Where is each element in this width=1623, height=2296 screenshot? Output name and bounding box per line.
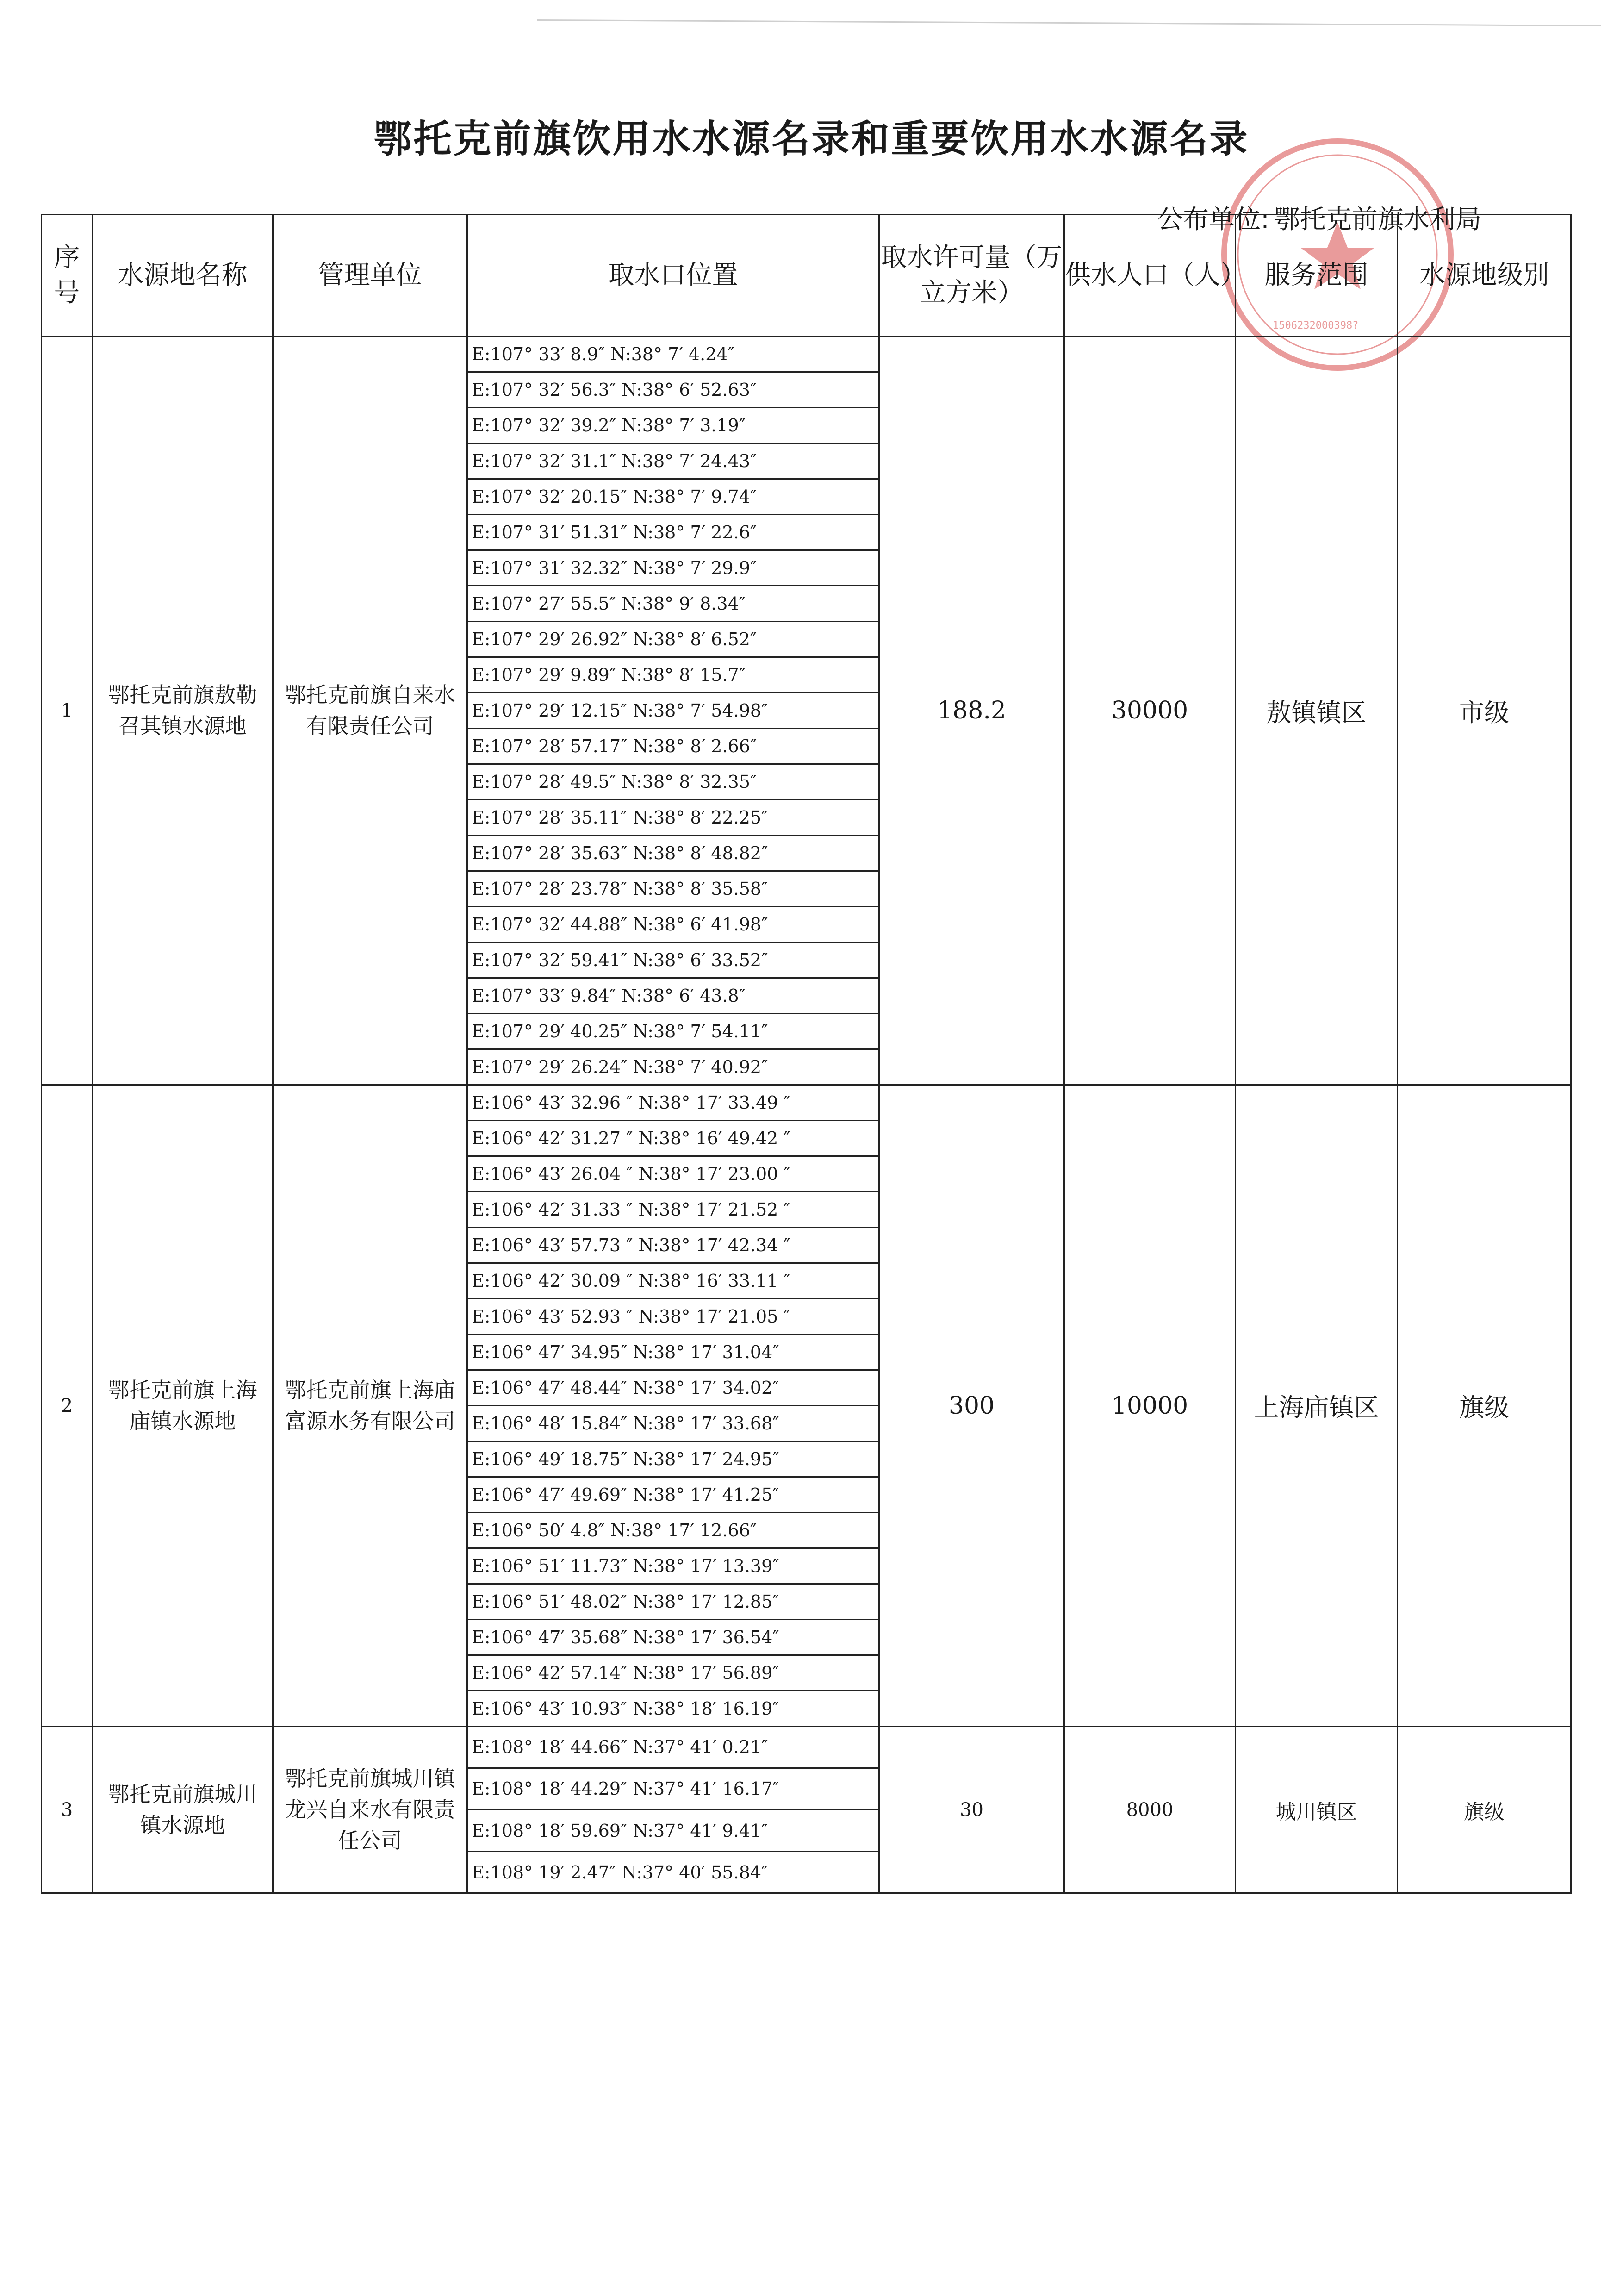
table-row [42,337,1571,1085]
header-name: 水源地名称 [93,215,273,337]
coordinate-entry: E:106° 51′ 11.73″ N:38° 17′ 13.39″ [468,1548,878,1584]
coordinate-entry: E:106° 47′ 34.95″ N:38° 17′ 31.04″ [468,1335,878,1370]
table-row [42,1727,1571,1893]
header-level: 水源地级别 [1398,215,1571,337]
intake-position-cell [467,1727,879,1893]
document-title: 鄂托克前旗饮用水水源名录和重要饮用水水源名录 [373,117,1250,161]
coordinate-entry: E:107° 32′ 44.88″ N:38° 6′ 41.98″ [468,907,878,942]
coordinate-list [468,1727,878,1892]
coordinate-entry: E:106° 42′ 31.27 ″ N:38° 16′ 49.42 ″ [468,1121,878,1156]
coordinate-entry: E:107° 32′ 31.1″ N:38° 7′ 24.43″ [468,443,878,479]
coordinate-entry: E:106° 43′ 32.96 ″ N:38° 17′ 33.49 ″ [468,1086,878,1121]
header-unit: 管理单位 [273,215,467,337]
coordinate-entry: E:108° 19′ 2.47″ N:37° 40′ 55.84″ [472,1862,768,1883]
coordinate-list [468,337,878,1084]
coordinate-entry: E:106° 50′ 4.8″ N:38° 17′ 12.66″ [468,1513,878,1548]
coordinate-entry: E:106° 48′ 15.84″ N:38° 17′ 33.68″ [468,1406,878,1441]
coordinate-entry: E:107° 32′ 20.15″ N:38° 7′ 9.74″ [468,479,878,515]
coordinate-entry: E:106° 42′ 30.09 ″ N:38° 16′ 33.11 ″ [468,1263,878,1299]
source-level: 市级 [1398,337,1571,1085]
coordinate-entry: E:107° 29′ 26.24″ N:38° 7′ 40.92″ [472,1057,768,1077]
scan-edge-line [537,19,1601,26]
coordinate-entry: E:107° 33′ 9.84″ N:38° 6′ 43.8″ [468,978,878,1014]
coordinate-entry: E:106° 42′ 57.14″ N:38° 17′ 56.89″ [468,1655,878,1691]
row-index: 2 [42,1085,93,1727]
row-index: 3 [42,1727,93,1893]
coordinate-entry: E:107° 32′ 39.2″ N:38° 7′ 3.19″ [468,408,878,443]
coordinate-entry: E:106° 47′ 48.44″ N:38° 17′ 34.02″ [468,1370,878,1406]
service-scope: 敖镇镇区 [1236,337,1398,1085]
permit-amount: 188.2 [879,337,1064,1085]
source-name: 鄂托克前旗上海庙镇水源地 [93,1085,273,1727]
coordinate-entry: E:107° 31′ 32.32″ N:38° 7′ 29.9″ [468,550,878,586]
coordinate-entry: E:106° 43′ 10.93″ N:38° 18′ 16.19″ [472,1698,779,1719]
header-population: 供水人口（人） [1064,215,1236,337]
coordinate-entry: E:107° 27′ 55.5″ N:38° 9′ 8.34″ [468,586,878,622]
table-header-row [42,215,1571,337]
coordinate-entry: E:107° 28′ 49.5″ N:38° 8′ 32.35″ [468,764,878,800]
header-scope: 服务范围 [1236,215,1398,337]
row-index: 1 [42,337,93,1085]
coordinate-entry: E:106° 43′ 57.73 ″ N:38° 17′ 42.34 ″ [468,1228,878,1263]
coordinate-entry: E:106° 42′ 31.33 ″ N:38° 17′ 21.52 ″ [468,1192,878,1228]
served-population: 30000 [1064,337,1236,1085]
coordinate-entry: E:107° 28′ 35.11″ N:38° 8′ 22.25″ [468,800,878,836]
source-level: 旗级 [1398,1727,1571,1893]
served-population: 8000 [1064,1727,1236,1893]
coordinate-entry: E:108° 18′ 44.66″ N:37° 41′ 0.21″ [468,1727,878,1768]
coordinate-entry: E:107° 33′ 8.9″ N:38° 7′ 4.24″ [468,337,878,372]
service-scope: 城川镇区 [1236,1727,1398,1893]
header-position: 取水口位置 [467,215,879,337]
header-permit: 取水许可量（万立方米） [879,215,1064,337]
permit-amount: 300 [879,1085,1064,1727]
management-unit: 鄂托克前旗城川镇龙兴自来水有限责任公司 [273,1727,467,1893]
table-row [42,1085,1571,1727]
coordinate-entry: E:107° 28′ 57.17″ N:38° 8′ 2.66″ [468,729,878,764]
svg-text:1506232000398?: 1506232000398? [1273,320,1359,331]
coordinate-entry: E:106° 43′ 26.04 ″ N:38° 17′ 23.00 ″ [468,1156,878,1192]
source-name: 鄂托克前旗敖勒召其镇水源地 [93,337,273,1085]
coordinate-entry: E:106° 47′ 49.69″ N:38° 17′ 41.25″ [468,1477,878,1513]
coordinate-entry: E:107° 29′ 40.25″ N:38° 7′ 54.11″ [468,1014,878,1049]
coordinate-entry: E:107° 29′ 12.15″ N:38° 7′ 54.98″ [468,693,878,729]
coordinate-entry: E:107° 28′ 35.63″ N:38° 8′ 48.82″ [468,836,878,871]
intake-position-cell [467,337,879,1085]
coordinate-entry: E:106° 43′ 52.93 ″ N:38° 17′ 21.05 ″ [468,1299,878,1335]
header-idx: 序号 [42,215,93,337]
coordinate-entry: E:107° 31′ 51.31″ N:38° 7′ 22.6″ [468,515,878,550]
coordinate-entry: E:108° 18′ 59.69″ N:37° 41′ 9.41″ [468,1809,878,1851]
served-population: 10000 [1064,1085,1236,1727]
coordinate-entry: E:106° 51′ 48.02″ N:38° 17′ 12.85″ [468,1584,878,1620]
coordinate-entry: E:107° 29′ 26.92″ N:38° 8′ 6.52″ [468,622,878,657]
coordinate-entry: E:106° 47′ 35.68″ N:38° 17′ 36.54″ [468,1620,878,1655]
intake-position-cell [467,1085,879,1727]
source-level: 旗级 [1398,1085,1571,1727]
permit-amount: 30 [879,1727,1064,1893]
coordinate-entry: E:107° 32′ 56.3″ N:38° 6′ 52.63″ [468,372,878,408]
management-unit: 鄂托克前旗自来水有限责任公司 [273,337,467,1085]
coordinate-entry: E:107° 32′ 59.41″ N:38° 6′ 33.52″ [468,942,878,978]
publisher-label: 公布单位: [1157,205,1269,235]
source-name: 鄂托克前旗城川镇水源地 [93,1727,273,1893]
service-scope: 上海庙镇区 [1236,1085,1398,1727]
management-unit: 鄂托克前旗上海庙富源水务有限公司 [273,1085,467,1727]
coordinate-entry: E:106° 49′ 18.75″ N:38° 17′ 24.95″ [468,1441,878,1477]
publisher-value: 鄂托克前旗水利局 [1274,205,1481,235]
coordinate-entry: E:107° 28′ 23.78″ N:38° 8′ 35.58″ [468,871,878,907]
coordinate-entry: E:107° 29′ 9.89″ N:38° 8′ 15.7″ [468,657,878,693]
water-source-table [41,214,1572,1894]
coordinate-entry: E:108° 18′ 44.29″ N:37° 41′ 16.17″ [468,1768,878,1809]
coordinate-list [468,1086,878,1726]
